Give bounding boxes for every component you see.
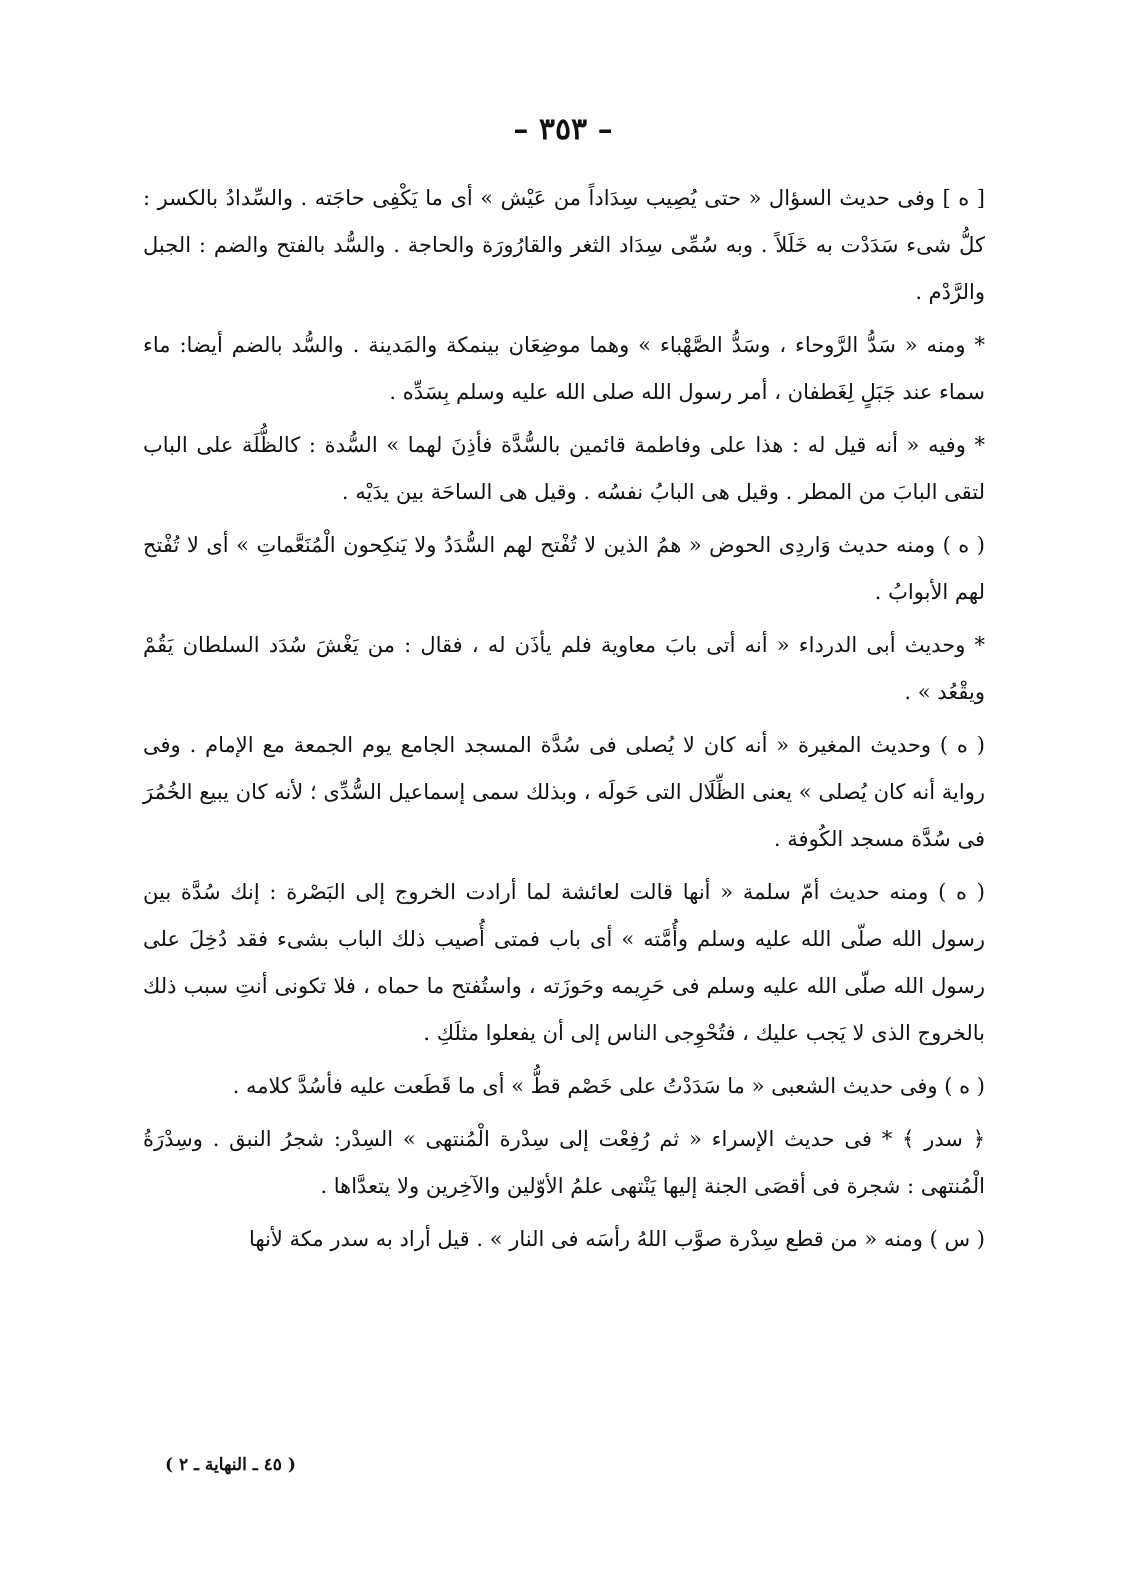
paragraph: ( ه ) وفى حديث الشعبى « ما سَدَدْتُ على خَصْم قطُّ » أى ما قَطَعت عليه فأسُدَّ كلامه . <box>232 1074 985 1098</box>
paragraph: [ ه ] وفى حديث السؤال « حتى يُصِيب سِدَاداً من عَيْش » أى ما يَكْفِى حاجَته . والسِّدادُ بالكسر : كلُّ شىء سَدَدْت به خَلَلاً . وبه سُمِّى سِدَاد الثغر والقارُورَة والحاجة . والسُّد بالفتح والضم : الجبل والرَّدْم . <box>143 186 985 304</box>
paragraph: * وفيه « أنه قيل له : هذا على وفاطمة قائمين بالسُّدَّة فأذِنَ لهما » السُّدة : كالظُّلَة على الباب لتقى البابَ من المطر . وقيل هى البابُ نفسُه . وقيل هى الساحَة بين يدَيْه . <box>143 433 985 504</box>
paragraph: ( ه ) وحديث المغيرة « أنه كان لا يُصلى فى سُدَّة المسجد الجامع يوم الجمعة مع الإمام . وفى رواية أنه كان يُصلى » يعنى الظِّلَال التى حَولَه ، وبذلك سمى إسماعيل السُّدِّى ؛ لأنه كان يبيع الخُمُرَ فى سُدَّة مسجد الكُوفة . <box>143 733 985 851</box>
paragraph: ﴿ سدر ﴾ * فى حديث الإسراء « ثم رُفِعْت إلى سِدْرة الْمُنتهى » السِدْر: شجرُ النبق . وسِدْرَةُ الْمُنتهى : شجرة فى أقصَى الجنة إليها يَنْتهى علمُ الأوّلين والآخِرين ولا يتعدَّاها . <box>143 1127 985 1198</box>
paragraph: ( ه ) ومنه حديث أمّ سلمة « أنها قالت لعائشة لما أرادت الخروج إلى البَصْرة : إنك سُدَّة بين رسول الله صلّى الله عليه وسلم وأُمَّته » أى باب فمتى أُصيب ذلك الباب بشىء فقد دُخِلَ على رسول الله صلّى الله عليه وسلم فى حَرِيمه وحَوزَته ، واستُفتح ما حماه ، فلا تكونى أنتِ سبب ذلك بالخروج الذى لا يَجب عليك ، فتُحْوِجى الناس إلى أن يفعلوا مثلَكِ . <box>143 880 985 1045</box>
footer-signature: ( ٤٥ ـ النهاية ـ ٢ ) <box>165 1455 296 1475</box>
paragraph: * ومنه « سَدُّ الرَّوحاء ، وسَدُّ الصَّهْباء » وهما موضِعَان بينمكة والمَدينة . والسُّد بالضم أيضا: ماء سماء عند جَبَلٍ لِغَطفان ، أمر رسول الله صلى الله عليه وسلم بِسَدِّه . <box>143 333 985 404</box>
page-number: – ٣٥٣ – <box>513 112 613 147</box>
paragraph: ( ه ) ومنه حديث وَاردِى الحوض « همُ الذين لا تُفْتح لهم السُّدَدُ ولا يَنكِحون الْمُنَعَّماتِ » أى لا تُفْتح لهم الأبوابُ . <box>143 533 985 604</box>
paragraph: * وحديث أبى الدرداء « أنه أتى بابَ معاوية فلم يأذَن له ، فقال : من يَغْشَ سُدَد السلطان يَقُمْ ويقْعُد » . <box>143 633 985 704</box>
paragraph: ( س ) ومنه « من قطع سِدْرة صوَّب اللهُ رأسَه فى النار » . قيل أراد به سدر مكة لأنها <box>248 1227 985 1251</box>
body-text <box>143 175 985 1269</box>
